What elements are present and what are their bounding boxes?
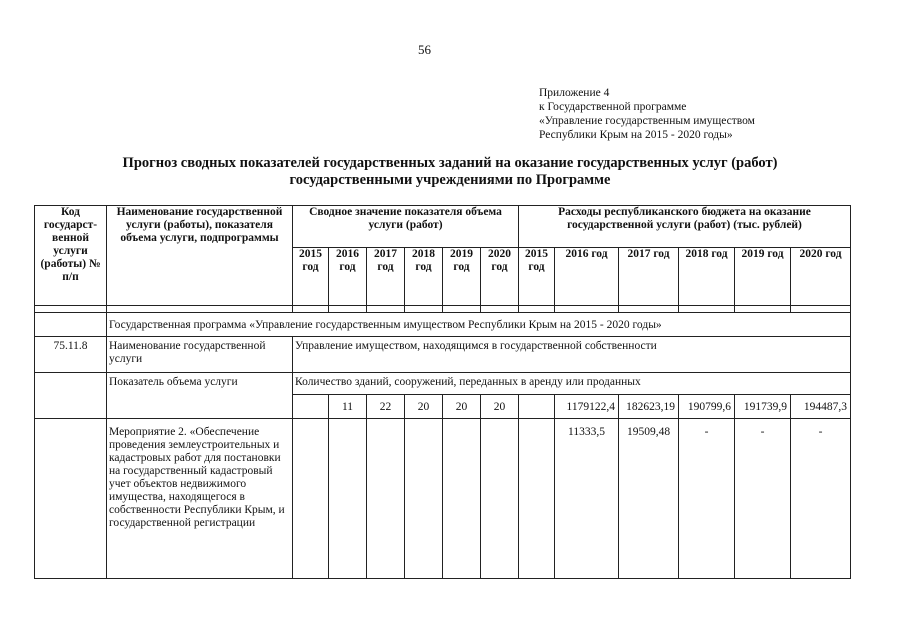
appendix-line: Республики Крым на 2015 - 2020 годы» <box>539 129 733 141</box>
budget-value: 182623,19 <box>619 395 679 419</box>
budget-value: 19509,48 <box>619 419 679 579</box>
empty-cell <box>443 306 481 313</box>
event-label: Мероприятие 2. «Обеспечение проведения землеустроительных и кадастровых работ для постановки на государственный кадастровый учет объектов недвижимого имущества, находящегося в собственности Республики Крым, и государственной регистрации <box>107 419 293 579</box>
budget-value <box>519 395 555 419</box>
volume-value: 11 <box>329 395 367 419</box>
header-year: 2018 год <box>405 248 443 306</box>
service-code: 75.11.8 <box>35 337 107 373</box>
forecast-table <box>34 205 851 579</box>
program-row <box>35 313 851 337</box>
header-name: Наименование государственной услуги (работы), показателя объема услуги, подпрограммы <box>107 206 293 306</box>
empty-cell <box>35 306 107 313</box>
volume-value: 22 <box>367 395 405 419</box>
volume-value <box>293 419 329 579</box>
appendix-line: к Государственной программе <box>539 101 687 113</box>
empty-cell <box>329 306 367 313</box>
volume-value <box>293 395 329 419</box>
header-year: 2020 год <box>481 248 519 306</box>
empty-cell <box>35 419 107 579</box>
spacer-row <box>35 306 851 313</box>
budget-value: 11333,5 <box>555 419 619 579</box>
empty-cell <box>405 306 443 313</box>
volume-value: 20 <box>405 395 443 419</box>
service-row <box>35 337 851 373</box>
budget-value: 190799,6 <box>679 395 735 419</box>
empty-cell <box>735 306 791 313</box>
title-line: государственными учреждениями по Программе <box>289 172 611 188</box>
header-year: 2015 год <box>293 248 329 306</box>
empty-cell <box>35 373 107 419</box>
volume-value <box>405 419 443 579</box>
empty-cell <box>679 306 735 313</box>
indicator-row <box>35 373 851 395</box>
header-year: 2016 год <box>329 248 367 306</box>
budget-value: - <box>735 419 791 579</box>
event-row <box>35 419 851 579</box>
appendix-line: «Управление государственным имуществом <box>539 115 755 127</box>
header-year: 2017 год <box>367 248 405 306</box>
service-label: Наименование государственной услуги <box>107 337 293 373</box>
empty-cell <box>35 313 107 337</box>
page-number: 56 <box>418 42 431 57</box>
header-year: 2020 год <box>791 248 851 306</box>
service-value: Управление имуществом, находящимся в государственной собственности <box>293 337 851 373</box>
volume-value: 20 <box>481 395 519 419</box>
empty-cell <box>619 306 679 313</box>
indicator-value: Количество зданий, сооружений, переданных в аренду или проданных <box>293 373 851 395</box>
header-year: 2019 год <box>443 248 481 306</box>
empty-cell <box>555 306 619 313</box>
header-year: 2017 год <box>619 248 679 306</box>
empty-cell <box>519 306 555 313</box>
header-code: Код государст-венной услуги (работы) № п/п <box>35 206 107 306</box>
budget-value: 191739,9 <box>735 395 791 419</box>
empty-cell <box>293 306 329 313</box>
appendix-line: Приложение 4 <box>539 87 610 99</box>
header-row <box>35 206 851 248</box>
empty-cell <box>481 306 519 313</box>
empty-cell <box>107 306 293 313</box>
volume-value <box>329 419 367 579</box>
header-year: 2019 год <box>735 248 791 306</box>
header-volume-group: Сводное значение показателя объема услуги (работ) <box>293 206 519 248</box>
header-year: 2015 год <box>519 248 555 306</box>
budget-value: - <box>791 419 851 579</box>
budget-value: 194487,3 <box>791 395 851 419</box>
program-title: Государственная программа «Управление государственным имуществом Республики Крым на 2015 - 2020 годы» <box>107 313 851 337</box>
appendix-note <box>539 86 755 142</box>
indicator-label: Показатель объема услуги <box>107 373 293 419</box>
budget-value: - <box>679 419 735 579</box>
volume-value: 20 <box>443 395 481 419</box>
header-budget-group: Расходы республиканского бюджета на оказание государственной услуги (работ) (тыс. рублей) <box>519 206 851 248</box>
volume-value <box>443 419 481 579</box>
volume-value <box>367 419 405 579</box>
empty-cell <box>367 306 405 313</box>
volume-value <box>481 419 519 579</box>
document-title <box>70 155 830 189</box>
budget-value: 1179122,4 <box>555 395 619 419</box>
header-year: 2018 год <box>679 248 735 306</box>
empty-cell <box>791 306 851 313</box>
budget-value <box>519 419 555 579</box>
header-year: 2016 год <box>555 248 619 306</box>
title-line: Прогноз сводных показателей государственных заданий на оказание государственных услуг (работ) <box>122 155 778 171</box>
